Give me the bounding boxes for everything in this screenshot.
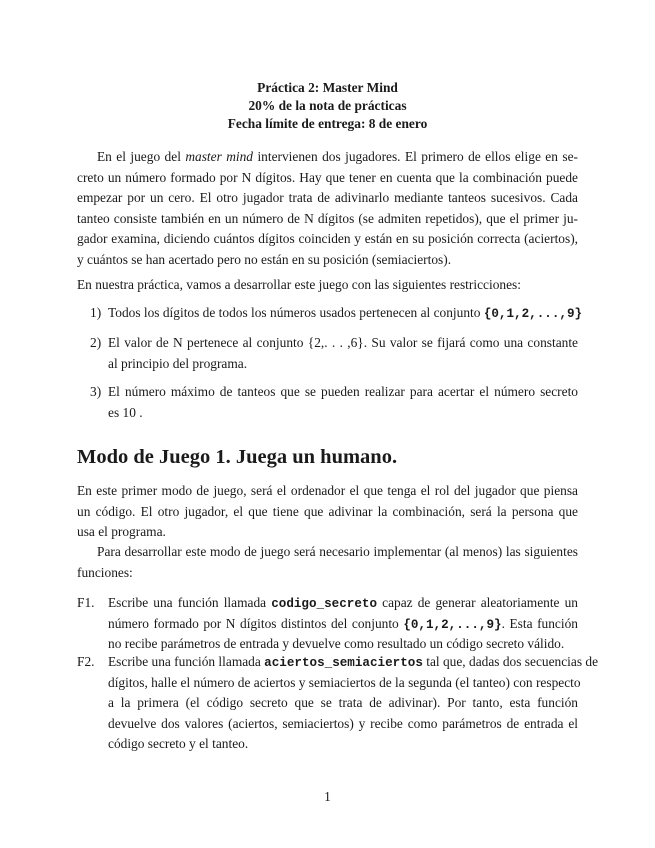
text-segment: creto un número formado por N dígitos. Hay que tener en cuenta que la combinación puede bbox=[77, 169, 578, 185]
text-segment: gador examina, diciendo cuántos dígitos coinciden y están en su posición correcta (aciertos), bbox=[77, 231, 578, 246]
functions-intro bbox=[77, 542, 578, 583]
title-line: Práctica 2: Master Mind bbox=[257, 80, 398, 95]
intro-paragraph bbox=[77, 147, 578, 270]
text-line bbox=[108, 354, 578, 375]
text-line bbox=[108, 382, 578, 403]
text-line bbox=[77, 188, 578, 209]
text-line bbox=[77, 168, 578, 189]
code-text: aciertos_semiaciertos bbox=[264, 656, 423, 670]
text-segment: En este primer modo de juego, será el ordenador el que tenga el rol del jugador que piensa bbox=[77, 483, 578, 498]
text-segment: El valor de N pertenece al conjunto {2,. . . ,6}. Su valor se fijará como una constante bbox=[108, 335, 578, 350]
text-line bbox=[108, 303, 583, 324]
text-segment: . Esta función bbox=[501, 615, 578, 631]
restriction-item bbox=[90, 382, 578, 423]
text-line bbox=[108, 734, 578, 755]
text-line bbox=[77, 502, 578, 523]
text-line bbox=[108, 614, 578, 635]
text-segment: El número máximo de tanteos que se pueden realizar para acertar el número secreto bbox=[108, 384, 578, 399]
text-segment: En nuestra práctica, vamos a desarrollar este juego con las siguientes restricciones: bbox=[77, 277, 521, 292]
text-segment: En el juego del bbox=[97, 149, 186, 164]
text-line bbox=[108, 693, 578, 714]
text-line bbox=[77, 542, 578, 563]
code-text: {0,1,2,...,9} bbox=[403, 617, 502, 632]
title-line: 20% de la nota de prácticas bbox=[248, 98, 407, 113]
text-line bbox=[77, 147, 578, 168]
text-line bbox=[77, 250, 578, 271]
text-line bbox=[108, 403, 578, 424]
function-item bbox=[77, 652, 599, 755]
text-segment: funciones: bbox=[77, 564, 133, 580]
text-segment: tal que, dadas dos secuencias de bbox=[422, 654, 599, 669]
text-segment: Escribe una función llamada bbox=[108, 654, 265, 669]
restriction-item bbox=[90, 333, 578, 374]
code-text: {0,1,2,...,9} bbox=[483, 307, 583, 321]
restriction-item bbox=[90, 303, 583, 324]
text-segment: es 10 . bbox=[108, 404, 143, 420]
title-line: Fecha límite de entrega: 8 de enero bbox=[227, 116, 428, 131]
text-segment: código secreto y el tanteo. bbox=[108, 736, 249, 751]
text-segment: dígitos, halle el número de aciertos y semiaciertos de la segunda (el tanteo) con respecto bbox=[108, 674, 581, 690]
item-label: 1) bbox=[90, 305, 102, 320]
text-line bbox=[77, 481, 578, 502]
text-line bbox=[108, 673, 581, 694]
text-line bbox=[108, 652, 599, 673]
item-label: F2. bbox=[77, 654, 95, 669]
function-item bbox=[77, 593, 578, 655]
text-segment: Para desarrollar este modo de juego será necesario implementar (al menos) las siguientes bbox=[97, 544, 578, 559]
section-heading: Modo de Juego 1. Juega un humano. bbox=[77, 446, 398, 468]
text-segment: no recibe parámetros de entrada y devuelve como resultado un código secreto válido. bbox=[108, 636, 565, 651]
text-segment: número formado por N dígitos distintos del conjunto bbox=[108, 615, 404, 631]
text-segment: Todos los dígitos de todos los números usados pertenecen al conjunto bbox=[108, 305, 484, 320]
text-segment: empezar por un cero. El otro jugador trata de adivinarlo mediante tanteos sucesivos. Cada bbox=[77, 190, 578, 205]
text-line bbox=[108, 593, 578, 614]
text-line bbox=[108, 333, 578, 354]
text-segment: capaz de generar aleatoriamente un bbox=[377, 595, 578, 610]
code-text: codigo_secreto bbox=[271, 597, 378, 611]
text-line bbox=[108, 714, 578, 735]
italic-text: master mind bbox=[185, 149, 254, 164]
document-title bbox=[0, 79, 655, 133]
text-segment: usa el programa. bbox=[77, 524, 166, 539]
item-label: 2) bbox=[90, 335, 102, 350]
item-label: 3) bbox=[90, 384, 102, 399]
item-label: F1. bbox=[77, 595, 95, 610]
text-segment: un código. El otro jugador, el que tiene que adivinar la combinación, será la persona que bbox=[77, 503, 578, 519]
text-segment: a la primera (el código secreto que se trata de adivinar). Por tanto, esta función bbox=[108, 695, 578, 710]
text-segment: tanteo consiste también en un número de N dígitos (se admiten repetidos), que el primer ju- bbox=[77, 210, 578, 226]
text-line bbox=[77, 209, 578, 230]
text-line bbox=[77, 229, 578, 250]
restrictions-intro bbox=[77, 275, 578, 296]
text-segment: intervienen dos jugadores. El primero de ellos elige en se- bbox=[253, 149, 578, 164]
text-segment: Escribe una función llamada bbox=[108, 595, 272, 610]
text-line bbox=[77, 275, 578, 296]
text-line bbox=[77, 563, 578, 584]
text-segment: y cuántos se han acertado pero no están en su posición (semiaciertos). bbox=[77, 251, 452, 267]
page-number: 1 bbox=[324, 789, 331, 804]
text-segment: devuelve dos valores (aciertos, semiaciertos) y recibe como parámetros de entrada el bbox=[108, 715, 578, 731]
text-line bbox=[77, 522, 578, 543]
mode-paragraph bbox=[77, 481, 578, 543]
text-segment: al principio del programa. bbox=[108, 355, 248, 371]
